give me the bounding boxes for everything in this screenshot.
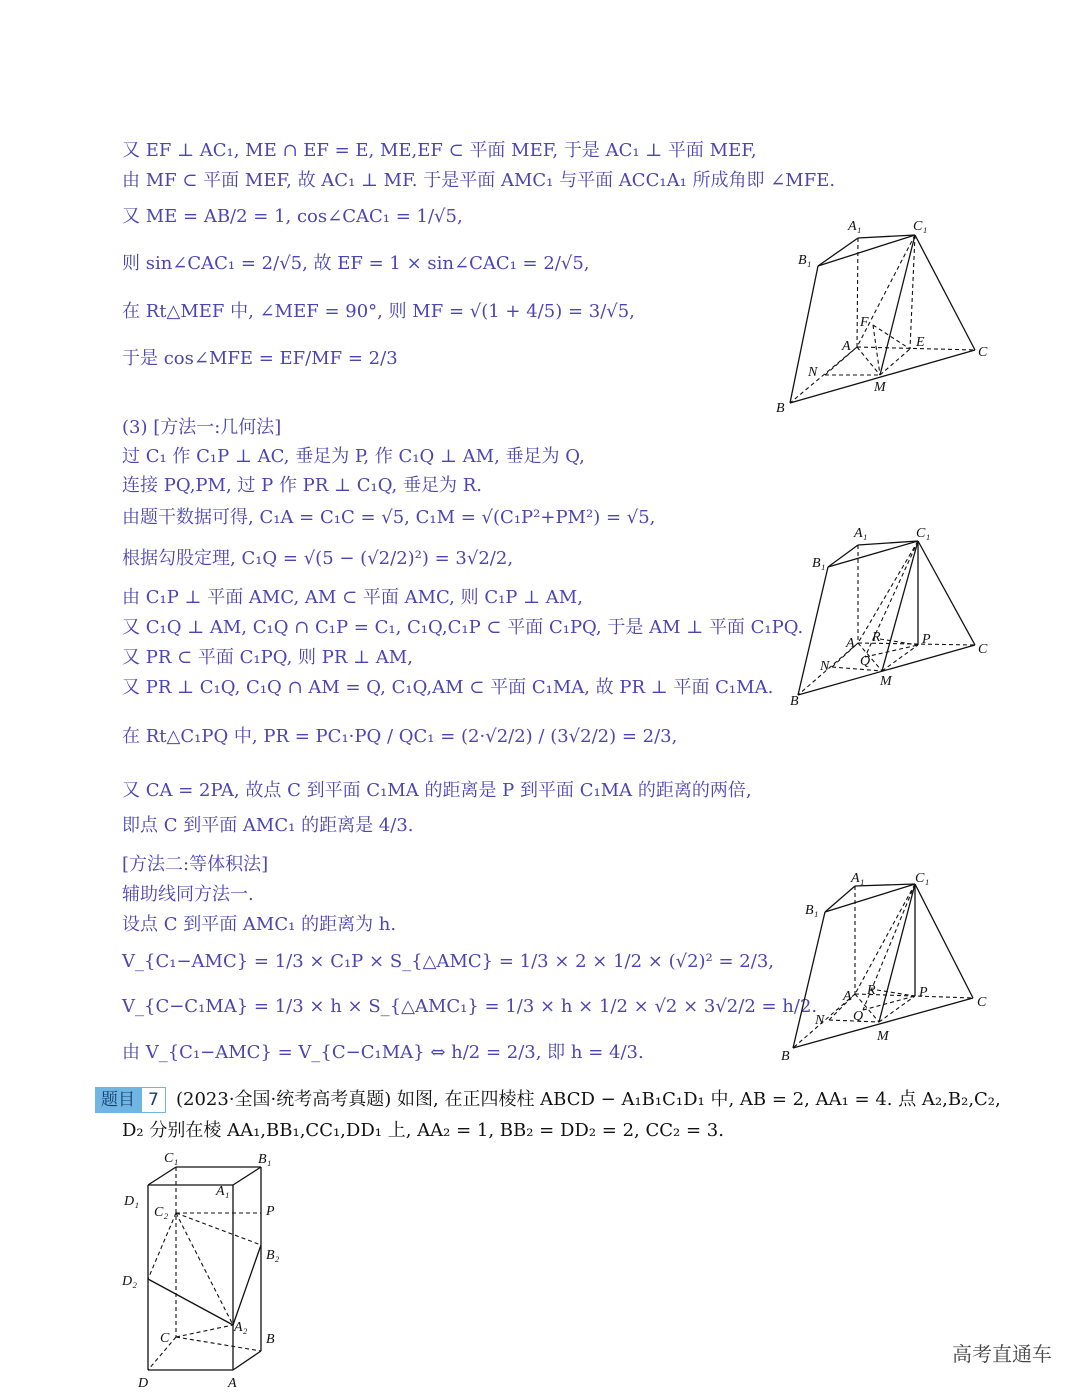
solution-line: 又 PR ⊥ C₁Q, C₁Q ∩ AM = Q, C₁Q,AM ⊂ 平面 C₁MA, 故 PR ⊥ 平面 C₁MA. xyxy=(122,677,774,698)
label-Q: Q xyxy=(860,654,871,669)
label-R: R xyxy=(867,983,876,998)
label-D1: D₁ xyxy=(124,1194,139,1209)
solution-line: 由 MF ⊂ 平面 MEF, 故 AC₁ ⊥ MF. 于是平面 AMC₁ 与平面 ACC₁A₁ 所成角即 ∠MFE. xyxy=(122,170,836,191)
label-C1: C₁ xyxy=(913,219,928,234)
solution-line: 又 C₁Q ⊥ AM, C₁Q ∩ C₁P = C₁, C₁Q,C₁P ⊂ 平面 C₁PQ, 于是 AM ⊥ 平面 C₁PQ. xyxy=(122,617,804,638)
label-F: F xyxy=(860,315,869,330)
solution-line: 又 EF ⊥ AC₁, ME ∩ EF = E, ME,EF ⊂ 平面 MEF, 于是 AC₁ ⊥ 平面 MEF, xyxy=(122,140,757,161)
label-B1: B₁ xyxy=(812,556,826,571)
label-A: A xyxy=(843,989,852,1004)
label-E: E xyxy=(916,335,925,350)
label-A1: A₁ xyxy=(848,219,862,234)
label-R: R xyxy=(872,630,881,645)
figure-prism-1 xyxy=(770,210,1000,424)
solution-line: (3) [方法一:几何法] xyxy=(122,417,282,438)
watermark: 高考直通车 xyxy=(952,1342,1052,1366)
figure-prism-2 xyxy=(780,515,1010,719)
label-B1: B₁ xyxy=(258,1152,272,1167)
label-B2: B₂ xyxy=(266,1248,280,1263)
label-P: P xyxy=(922,632,931,647)
label-P: P xyxy=(919,985,928,1000)
label-C1: C₁ xyxy=(916,526,931,541)
label-D2: D₂ xyxy=(122,1274,137,1289)
solution-line: [方法二:等体积法] xyxy=(122,854,269,875)
label-B1: B₁ xyxy=(805,903,819,918)
solution-line: 由 V_{C₁−AMC} = V_{C−C₁MA} ⇔ h/2 = 2/3, 即 h = 4/3. xyxy=(122,1042,644,1063)
label-C: C xyxy=(977,995,987,1010)
label-A1: A₁ xyxy=(851,871,865,886)
label-C2: C₂ xyxy=(154,1205,169,1220)
label-B1: B₁ xyxy=(798,253,812,268)
solution-line: 即点 C 到平面 AMC₁ 的距离是 4/3. xyxy=(122,815,414,836)
solution-line: 由题干数据可得, C₁A = C₁C = √5, C₁M = √(C₁P²+PM²) = √5, xyxy=(122,507,656,528)
label-A1: A₁ xyxy=(216,1184,230,1199)
figure-prism-3 xyxy=(775,862,1005,1071)
label-Q: Q xyxy=(853,1009,864,1024)
label-A: A xyxy=(842,339,851,354)
label-A: A xyxy=(846,636,855,651)
label-C: C xyxy=(160,1331,170,1346)
solution-line: 又 CA = 2PA, 故点 C 到平面 C₁MA 的距离是 P 到平面 C₁MA 的距离的两倍, xyxy=(122,780,752,801)
solution-line: 根据勾股定理, C₁Q = √(5 − (√2/2)²) = 3√2/2, xyxy=(122,548,514,569)
problem-number-badge xyxy=(95,1087,166,1113)
label-B: B xyxy=(776,401,785,416)
label-D: D xyxy=(138,1376,149,1390)
solution-line: 又 PR ⊂ 平面 C₁PQ, 则 PR ⊥ AM, xyxy=(122,647,413,668)
figure-square-prism xyxy=(118,1145,318,1394)
label-B: B xyxy=(266,1332,275,1347)
label-N: N xyxy=(820,659,830,674)
label-M: M xyxy=(880,674,892,689)
solution-line: 于是 cos∠MFE = EF/MF = 2/3 xyxy=(122,348,398,369)
solution-line: 则 sin∠CAC₁ = 2/√5, 故 EF = 1 × sin∠CAC₁ = 2/√5, xyxy=(122,253,590,274)
solution-line: V_{C₁−AMC} = 1/3 × C₁P × S_{△AMC} = 1/3 × 2 × 1/2 × (√2)² = 2/3, xyxy=(122,951,774,972)
label-P: P xyxy=(266,1204,275,1219)
problem-number: 7 xyxy=(141,1087,166,1113)
problem-tag: 题目 xyxy=(95,1087,141,1113)
label-N: N xyxy=(808,365,818,380)
problem-statement-line-1: (2023·全国·统考高考真题) 如图, 在正四棱柱 ABCD − A₁B₁C₁D₁ 中, AB = 2, AA₁ = 4. 点 A₂,B₂,C₂, xyxy=(176,1089,1001,1110)
solution-line: 辅助线同方法一. xyxy=(122,884,254,905)
label-C: C xyxy=(978,642,988,657)
solution-line: V_{C−C₁MA} = 1/3 × h × S_{△AMC₁} = 1/3 × h × 1/2 × √2 × 3√2/2 = h/2. xyxy=(122,996,818,1017)
label-M: M xyxy=(874,380,886,395)
label-C: C xyxy=(978,345,988,360)
solution-line: 在 Rt△C₁PQ 中, PR = PC₁·PQ / QC₁ = (2·√2/2) / (3√2/2) = 2/3, xyxy=(122,726,678,747)
solution-line: 过 C₁ 作 C₁P ⊥ AC, 垂足为 P, 作 C₁Q ⊥ AM, 垂足为 Q, xyxy=(122,446,585,467)
solution-line: 由 C₁P ⊥ 平面 AMC, AM ⊂ 平面 AMC, 则 C₁P ⊥ AM, xyxy=(122,587,583,608)
label-A2: A₂ xyxy=(234,1320,248,1335)
solution-line: 又 ME = AB/2 = 1, cos∠CAC₁ = 1/√5, xyxy=(122,206,463,227)
label-B: B xyxy=(781,1049,790,1064)
solution-line: 设点 C 到平面 AMC₁ 的距离为 h. xyxy=(122,914,397,935)
label-C1: C₁ xyxy=(915,871,930,886)
solution-line: 连接 PQ,PM, 过 P 作 PR ⊥ C₁Q, 垂足为 R. xyxy=(122,475,482,496)
label-A1: A₁ xyxy=(854,526,868,541)
label-M: M xyxy=(877,1029,889,1044)
label-N: N xyxy=(815,1013,825,1028)
problem-statement-line-2: D₂ 分别在棱 AA₁,BB₁,CC₁,DD₁ 上, AA₂ = 1, BB₂ = DD₂ = 2, CC₂ = 3. xyxy=(122,1120,724,1141)
solution-line: 在 Rt△MEF 中, ∠MEF = 90°, 则 MF = √(1 + 4/5) = 3/√5, xyxy=(122,301,635,322)
label-B: B xyxy=(790,694,799,709)
label-A: A xyxy=(228,1376,237,1390)
label-C1: C₁ xyxy=(164,1151,179,1166)
